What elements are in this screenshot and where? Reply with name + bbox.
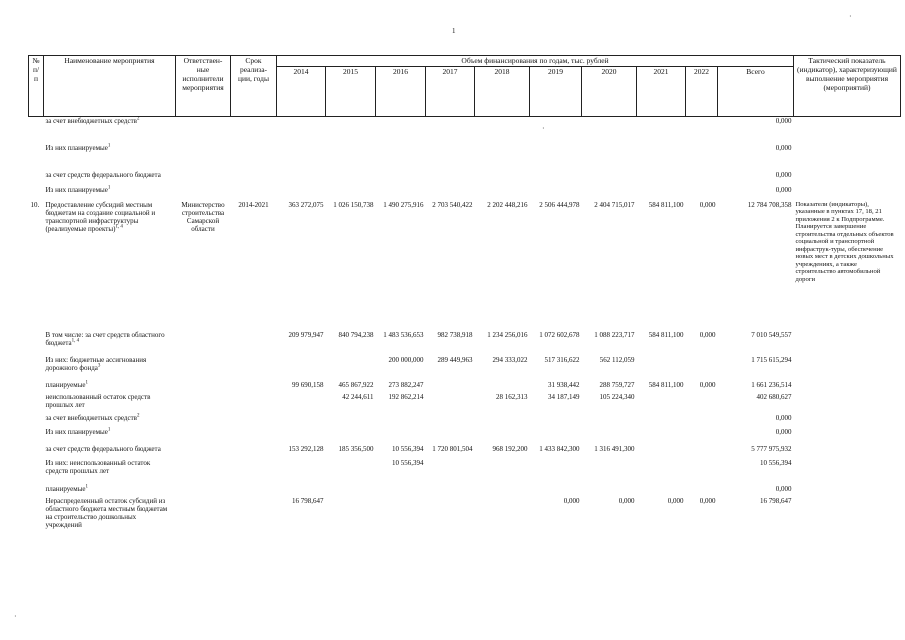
year-value: [426, 459, 475, 485]
row-indicator: [794, 171, 901, 186]
year-value: [637, 459, 686, 485]
year-value: 840 794,238: [338, 330, 374, 339]
year-value: [326, 459, 376, 485]
year-value: [475, 459, 530, 485]
year-value: [277, 485, 326, 497]
table-row: [29, 117, 901, 144]
year-value: 0,000: [699, 200, 716, 209]
year-value: [376, 144, 426, 171]
row-number: [29, 186, 44, 201]
year-value: [475, 485, 530, 497]
row-total: 1 715 615,294: [751, 355, 792, 364]
year-value: [530, 117, 582, 144]
row-indicator: [794, 381, 901, 393]
row-total: 0,000: [775, 143, 792, 152]
year-value: [637, 356, 686, 381]
year-value: 1 234 256,016: [487, 330, 528, 339]
year-value: 10 556,394: [392, 444, 424, 453]
year-value: 0,000: [667, 496, 684, 505]
row-name-text: планируемые: [45, 380, 86, 389]
year-value: 16 798,647: [292, 496, 324, 505]
year-value: [582, 144, 637, 171]
row-name-text: Из них: неиспользованный остаток средств прошлых лет: [45, 458, 151, 475]
year-value: [582, 117, 637, 144]
footnote-mark: 1: [107, 143, 111, 149]
row-term: [231, 428, 277, 445]
row-number: [29, 381, 44, 393]
row-total: 0,000: [775, 185, 792, 194]
year-value: 1 316 491,300: [594, 444, 635, 453]
year-value: [475, 428, 530, 445]
row-responsible: [176, 459, 231, 485]
col-name-header: Наименование мероприятия: [44, 56, 176, 117]
year-value: 153 292,128: [288, 444, 324, 453]
year-value: [582, 428, 637, 445]
year-value: 2 506 444,978: [539, 200, 580, 209]
year-value: [326, 414, 376, 428]
footnote-mark: 1: [85, 484, 89, 490]
year-value: 0,000: [699, 496, 716, 505]
year-value: 294 333,022: [492, 355, 528, 364]
row-number: [29, 393, 44, 414]
row-name: [44, 497, 176, 537]
table-row: [29, 393, 901, 414]
row-responsible: [176, 381, 231, 393]
row-name-text: Из них: бюджетные ассигнования дорожного фонда: [45, 355, 147, 372]
row-number: [29, 445, 44, 459]
year-value: 0,000: [699, 380, 716, 389]
year-value: [637, 428, 686, 445]
year-value: [637, 485, 686, 497]
year-value: 584 811,100: [648, 200, 684, 209]
year-value: 1 026 150,738: [333, 200, 374, 209]
year-value: 34 187,149: [548, 392, 580, 401]
row-total: 0,000: [775, 170, 792, 179]
table-row: [29, 428, 901, 445]
row-total: 12 784 708,358: [747, 200, 792, 209]
year-value: [686, 485, 718, 497]
row-indicator: [794, 459, 901, 485]
row-total: 0,000: [775, 484, 792, 493]
year-value: [686, 144, 718, 171]
row-name: [44, 144, 176, 171]
year-value: 982 738,918: [437, 330, 473, 339]
year-header: 2015: [326, 67, 376, 117]
row-indicator: [794, 428, 901, 445]
year-value: [426, 428, 475, 445]
row-term: [231, 393, 277, 414]
year-value: [376, 485, 426, 497]
year-value: [530, 428, 582, 445]
year-value: 0,000: [618, 496, 635, 505]
year-value: 0,000: [699, 330, 716, 339]
col-indicator-header: Тактический показатель (индикатор), характеризующий выполнение мероприятия (мероприятий): [794, 56, 901, 117]
row-responsible: [176, 356, 231, 381]
footnote-mark: 1: [107, 185, 111, 191]
year-value: [426, 497, 475, 537]
scan-mark: ·: [542, 124, 545, 133]
row-indicator: [794, 186, 901, 201]
year-value: [582, 414, 637, 428]
year-value: [277, 414, 326, 428]
year-value: [326, 171, 376, 186]
row-term: [231, 459, 277, 485]
year-value: 289 449,963: [437, 355, 473, 364]
row-number: [29, 414, 44, 428]
table-row: [29, 186, 901, 201]
year-value: 1 088 223,717: [594, 330, 635, 339]
year-value: 192 862,214: [388, 392, 424, 401]
row-total: 0,000: [775, 427, 792, 436]
year-value: [426, 414, 475, 428]
year-value: 105 224,340: [599, 392, 635, 401]
year-value: 363 272,075: [288, 200, 324, 209]
table-row: [29, 445, 901, 459]
row-indicator: [794, 331, 901, 356]
row-total: 0,000: [775, 117, 792, 125]
year-value: [637, 144, 686, 171]
year-value: [326, 497, 376, 537]
row-term: [231, 381, 277, 393]
row-responsible: [176, 117, 231, 144]
row-number: [29, 144, 44, 171]
row-term: 2014-2021: [238, 200, 269, 209]
year-value: [530, 414, 582, 428]
year-value: [530, 459, 582, 485]
col-funding-header: Объем финансирования по годам, тыс. рублей: [277, 56, 794, 67]
row-term: [231, 356, 277, 381]
year-value: 1 433 842,300: [539, 444, 580, 453]
row-name: [44, 356, 176, 381]
row-name: [44, 393, 176, 414]
row-name-text: за счет внебюджетных средств: [45, 117, 137, 125]
row-responsible: Министерство строительства Самарской области: [181, 200, 225, 233]
table-row: [29, 497, 901, 537]
table-row: [29, 459, 901, 485]
row-responsible: [176, 414, 231, 428]
row-name: [44, 381, 176, 393]
row-term: [231, 497, 277, 537]
year-value: [637, 117, 686, 144]
footnote-mark: 1: [107, 427, 111, 433]
scan-mark: ·: [14, 612, 17, 621]
row-responsible: [176, 428, 231, 445]
footnote-mark: 2: [136, 413, 140, 419]
row-number: 10.: [30, 200, 40, 209]
year-value: [686, 117, 718, 144]
year-value: [686, 393, 718, 414]
row-number: [29, 117, 44, 144]
row-name: [44, 201, 176, 331]
row-name: [44, 414, 176, 428]
row-responsible: [176, 186, 231, 201]
year-value: 200 000,000: [388, 355, 424, 364]
year-value: [277, 144, 326, 171]
year-value: 10 556,394: [392, 458, 424, 467]
year-value: 209 979,947: [288, 330, 324, 339]
year-value: 2 404 715,017: [594, 200, 635, 209]
table-row: [29, 485, 901, 497]
year-value: [426, 117, 475, 144]
row-indicator: [794, 393, 901, 414]
row-indicator: [794, 445, 901, 459]
col-term-header: Срок реализа-ции, годы: [231, 56, 277, 117]
year-value: 1 072 602,678: [539, 330, 580, 339]
year-value: [686, 445, 718, 459]
row-term: [231, 414, 277, 428]
year-value: [637, 186, 686, 201]
row-name: [44, 428, 176, 445]
row-number: [29, 497, 44, 537]
year-value: [475, 381, 530, 393]
row-term: [231, 144, 277, 171]
page-number: 1: [452, 27, 456, 35]
year-value: [475, 171, 530, 186]
footnote-mark: 1, 4: [71, 338, 80, 344]
year-value: 31 938,442: [548, 380, 580, 389]
year-value: [426, 144, 475, 171]
year-value: 42 244,611: [342, 392, 374, 401]
year-value: [582, 186, 637, 201]
year-value: [376, 171, 426, 186]
year-value: 465 867,922: [338, 380, 374, 389]
year-value: [426, 381, 475, 393]
row-name-text: за счет внебюджетных средств: [45, 413, 137, 422]
row-name: [44, 117, 176, 144]
year-header: 2018: [475, 67, 530, 117]
row-responsible: [176, 171, 231, 186]
year-value: 584 811,100: [648, 330, 684, 339]
row-name: [44, 171, 176, 186]
row-indicator: [794, 117, 901, 144]
year-value: [326, 186, 376, 201]
year-value: [686, 414, 718, 428]
row-name-text: Из них планируемые: [45, 427, 108, 436]
row-responsible: [176, 331, 231, 356]
year-value: 517 316,622: [544, 355, 580, 364]
year-value: [530, 485, 582, 497]
year-value: [277, 356, 326, 381]
row-name: [44, 459, 176, 485]
year-value: [582, 171, 637, 186]
row-number: [29, 331, 44, 356]
row-name: [44, 445, 176, 459]
row-name: [44, 331, 176, 356]
row-term: [231, 186, 277, 201]
row-term: [231, 117, 277, 144]
year-value: [326, 428, 376, 445]
year-value: [426, 393, 475, 414]
year-value: 1 720 801,504: [432, 444, 473, 453]
row-name-text: планируемые: [45, 484, 86, 493]
row-name-text: Из них планируемые: [45, 185, 108, 194]
year-value: [637, 393, 686, 414]
year-value: [376, 428, 426, 445]
year-value: [277, 186, 326, 201]
year-value: [277, 428, 326, 445]
table-row: [29, 144, 901, 171]
row-total: 5 777 975,932: [751, 444, 792, 453]
year-value: 273 882,247: [388, 380, 424, 389]
table-row: [29, 201, 901, 331]
year-value: 99 690,158: [292, 380, 324, 389]
year-value: [530, 144, 582, 171]
year-value: [686, 186, 718, 201]
year-value: [376, 117, 426, 144]
row-indicator: [794, 497, 901, 537]
year-value: [637, 171, 686, 186]
year-value: [475, 414, 530, 428]
row-indicator: [794, 414, 901, 428]
year-value: [686, 428, 718, 445]
funding-table: [28, 55, 901, 537]
row-name: [44, 186, 176, 201]
row-total: 16 798,647: [760, 496, 792, 505]
year-value: [686, 459, 718, 485]
table-row: [29, 356, 901, 381]
year-value: [686, 356, 718, 381]
scan-mark: ·: [849, 12, 852, 21]
year-value: [326, 356, 376, 381]
year-value: 185 356,500: [338, 444, 374, 453]
year-value: 968 192,200: [492, 444, 528, 453]
table-row: [29, 381, 901, 393]
year-value: [530, 186, 582, 201]
year-value: [475, 144, 530, 171]
row-responsible: [176, 393, 231, 414]
row-name-text: Нераспределенный остаток субсидий из областного бюджета местным бюджетам на строительство дошкольных учреждений: [45, 496, 168, 529]
row-total: 10 556,394: [760, 458, 792, 467]
row-name-text: Из них планируемые: [45, 143, 108, 152]
row-indicator: Показатели (индикаторы), указанные в пунктах 17, 18, 21 приложения 2 к Подпрограмме. Планируется завершение строительства отдельных объектов социальной и транспортной инфраструк-туры, обеспечение новых мест в детских дошкольных учреждениях, а также строительство автомобильной дороги: [795, 200, 894, 283]
row-responsible: [176, 445, 231, 459]
year-value: [475, 497, 530, 537]
footnote-mark: 1, 4: [115, 224, 123, 230]
year-value: 584 811,100: [648, 380, 684, 389]
year-value: 0,000: [563, 496, 580, 505]
row-total: 1 661 236,514: [751, 380, 792, 389]
row-name-text: за счет средств федерального бюджета: [45, 170, 161, 179]
total-header: Всего: [718, 67, 794, 117]
year-header: 2014: [277, 67, 326, 117]
year-value: [475, 186, 530, 201]
year-value: [277, 171, 326, 186]
row-number: [29, 171, 44, 186]
row-name-text: В том числе: за счет средств областного бюджета: [45, 330, 165, 347]
row-term: [231, 331, 277, 356]
year-value: [277, 459, 326, 485]
year-value: [530, 171, 582, 186]
year-header: 2022: [686, 67, 718, 117]
year-value: 1 483 536,653: [383, 330, 424, 339]
table-body: [29, 117, 901, 537]
table-row: [29, 331, 901, 356]
year-value: 1 490 275,916: [383, 200, 424, 209]
year-value: [326, 485, 376, 497]
row-number: [29, 428, 44, 445]
row-total: 402 680,627: [756, 392, 792, 401]
year-header: 2020: [582, 67, 637, 117]
year-header: 2016: [376, 67, 426, 117]
year-header: 2019: [530, 67, 582, 117]
row-total: 0,000: [775, 413, 792, 422]
year-value: [426, 186, 475, 201]
year-value: [637, 445, 686, 459]
year-value: 28 162,313: [496, 392, 528, 401]
row-responsible: [176, 485, 231, 497]
row-name: [44, 485, 176, 497]
year-value: [426, 171, 475, 186]
footnote-mark: 3: [97, 363, 101, 369]
row-number: [29, 459, 44, 485]
row-name-text: неиспользованный остаток средств прошлых лет: [45, 392, 151, 409]
year-value: [475, 117, 530, 144]
footnote-mark: 1: [85, 380, 89, 386]
row-term: [231, 445, 277, 459]
row-responsible: [176, 497, 231, 537]
year-value: [326, 117, 376, 144]
col-responsible-header: Ответствен-ные исполнители мероприятия: [176, 56, 231, 117]
row-number: [29, 485, 44, 497]
col-num-header: № п/п: [29, 56, 44, 117]
table-row: [29, 171, 901, 186]
year-value: [277, 117, 326, 144]
year-value: [376, 186, 426, 201]
row-total: 7 010 549,557: [751, 330, 792, 339]
row-indicator: [794, 356, 901, 381]
year-value: [376, 497, 426, 537]
year-value: [326, 144, 376, 171]
year-header: 2017: [426, 67, 475, 117]
row-name-text: Предоставление субсидий местным бюджетам на создание социальной и транспортной инфраструктуры (реализуемые проекты): [45, 200, 156, 233]
row-number: [29, 356, 44, 381]
year-value: [637, 414, 686, 428]
row-indicator: [794, 144, 901, 171]
year-value: [277, 393, 326, 414]
year-value: 2 703 540,422: [432, 200, 473, 209]
year-value: [582, 459, 637, 485]
year-value: [426, 485, 475, 497]
row-responsible: [176, 144, 231, 171]
row-term: [231, 171, 277, 186]
year-value: 288 759,727: [599, 380, 635, 389]
year-value: 2 202 448,216: [487, 200, 528, 209]
row-name-text: за счет средств федерального бюджета: [45, 444, 161, 453]
footnote-mark: 2: [136, 116, 140, 122]
year-value: [376, 414, 426, 428]
year-value: [582, 485, 637, 497]
row-term: [231, 485, 277, 497]
table-row: [29, 414, 901, 428]
year-value: [686, 171, 718, 186]
row-indicator: [794, 485, 901, 497]
year-value: 562 112,059: [599, 355, 635, 364]
year-header: 2021: [637, 67, 686, 117]
